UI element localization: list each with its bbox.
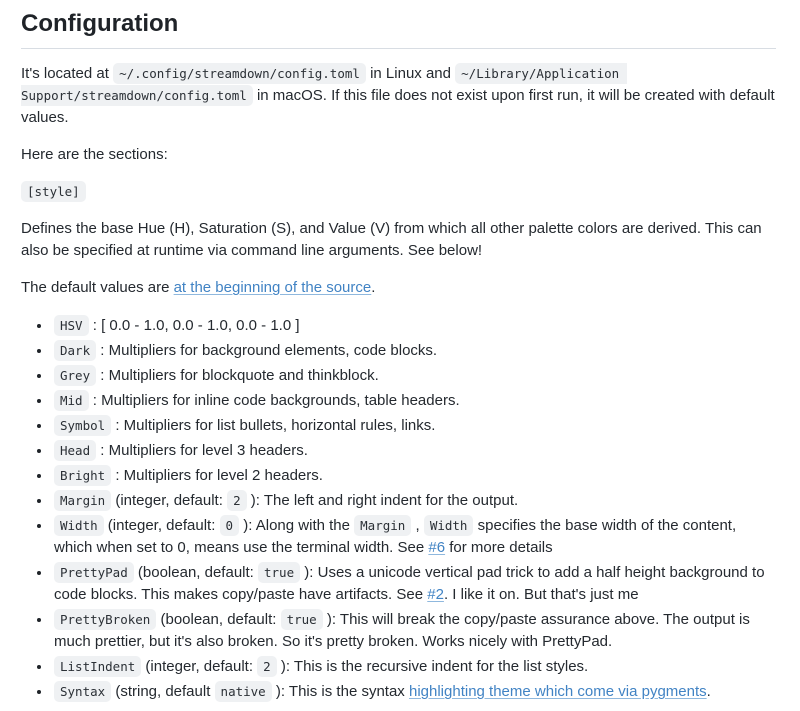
page-title: Configuration — [21, 9, 776, 49]
inline-code: PrettyBroken — [54, 609, 156, 630]
inline-code: native — [215, 681, 272, 702]
sections-intro-paragraph: Here are the sections: — [21, 146, 168, 163]
inline-code: Symbol — [54, 415, 111, 436]
intro-paragraph: It's located at ~/.config/streamdown/config.toml in Linux and ~/Library/Application Support/streamdown/config.toml in macOS. If this file does not exist upon first run, it will be created with default values. — [21, 65, 775, 126]
inline-code: Margin — [54, 490, 111, 511]
inline-code: ListIndent — [54, 656, 141, 677]
list-item-hsv: • HSV : [ 0.0 - 1.0, 0.0 - 1.0, 0.0 - 1.0 ] — [52, 315, 776, 337]
pygments-link[interactable]: highlighting theme which come via pygments — [408, 683, 707, 700]
list-item-margin: • Margin (integer, default: 2 ): The left and right indent for the output. — [52, 490, 776, 512]
inline-code: Syntax — [54, 681, 111, 702]
style-section-label — [21, 181, 776, 203]
inline-code: 0 — [220, 515, 240, 536]
inline-code: Mid — [54, 390, 89, 411]
options-list — [21, 315, 776, 703]
inline-code: Bright — [54, 465, 111, 486]
list-item-bright: • Bright : Multipliers for level 2 headers. — [52, 465, 776, 487]
list-item-dark: • Dark : Multipliers for background elements, code blocks. — [52, 340, 776, 362]
inline-code: HSV — [54, 315, 89, 336]
list-item-prettypad: • PrettyPad (boolean, default: true ): Uses a unicode vertical pad trick to add a half height background to code blocks. This makes copy/paste have artifacts. See #2. I like it on. But that's just me — [52, 562, 776, 606]
source-link[interactable]: at the beginning of the source — [173, 279, 372, 296]
issue-6-link[interactable]: #6 — [428, 539, 446, 556]
inline-code: Grey — [54, 365, 96, 386]
inline-code: Head — [54, 440, 96, 461]
list-item-width: • Width (integer, default: 0 ): Along with the Margin , Width specifies the base width of the content, which when set to 0, means use the terminal width. See #6 for more details — [52, 515, 776, 559]
inline-code: true — [281, 609, 323, 630]
default-values-paragraph: The default values are at the beginning of the source. — [21, 279, 376, 296]
issue-2-link[interactable]: #2 — [427, 586, 444, 603]
list-item-syntax: • Syntax (string, default native ): This is the syntax highlighting theme which come via pygments. — [52, 681, 776, 703]
list-item-listindent: • ListIndent (integer, default: 2 ): This is the recursive indent for the list styles. — [52, 656, 776, 678]
list-item-head: • Head : Multipliers for level 3 headers. — [52, 440, 776, 462]
inline-code: Width — [54, 515, 104, 536]
list-item-grey: • Grey : Multipliers for blockquote and thinkblock. — [52, 365, 776, 387]
inline-code: Width — [424, 515, 474, 536]
list-item-symbol: • Symbol : Multipliers for list bullets, horizontal rules, links. — [52, 415, 776, 437]
inline-code: Dark — [54, 340, 96, 361]
style-description-paragraph: Defines the base Hue (H), Saturation (S), and Value (V) from which all other palette colors are derived. This can also be specified at runtime via command line arguments. See below! — [21, 220, 762, 259]
inline-code: 2 — [257, 656, 277, 677]
inline-code: 2 — [227, 490, 247, 511]
inline-code: ~/.config/streamdown/config.toml — [113, 63, 366, 84]
inline-code: Margin — [354, 515, 411, 536]
inline-code: PrettyPad — [54, 562, 134, 583]
inline-code: ~/Library/Application Support/streamdown/config.toml — [21, 63, 627, 106]
list-item-prettybroken: • PrettyBroken (boolean, default: true ): This will break the copy/paste assurance above. The output is much prettier, but it's also broken. So it's pretty broken. Works nicely with PrettyPad. — [52, 609, 776, 653]
list-item-mid: • Mid : Multipliers for inline code backgrounds, table headers. — [52, 390, 776, 412]
inline-code: true — [258, 562, 300, 583]
inline-code: [style] — [21, 181, 86, 202]
